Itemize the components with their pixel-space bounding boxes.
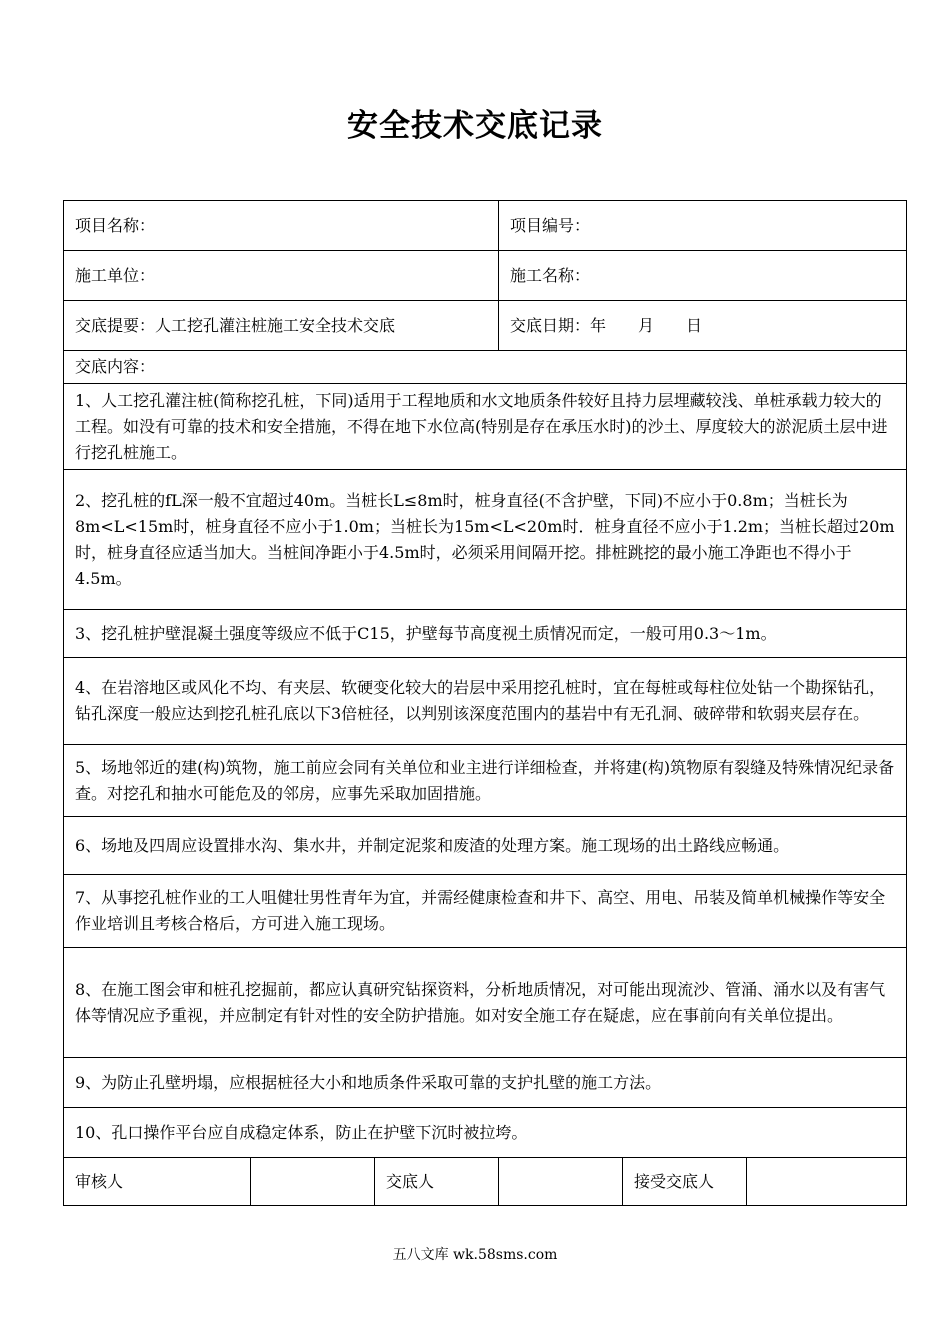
content-item-8: 8、在施工图会审和桩孔挖掘前，都应认真研究钻探资料，分析地质情况，对可能出现流沙、管涌、涌水以及有害气体等情况应予重视，并应制定有针对性的安全防护措施。如对安全施工存在疑虑，应在事前向有关单位提出。 (64, 948, 907, 1058)
reviewer-label: 审核人 (64, 1158, 251, 1206)
content-item-2: 2、挖孔桩的fL深一般不宜超过40m。当桩长L≤8m时，桩身直径(不含护壁，下同)不应小于0.8m；当桩长为8m<L<15m时，桩身直径不应小于1.0m；当桩长为15m<L<20m时．桩身直径不应小于1.2m；当桩长超过20m时，桩身直径应适当加大。当桩间净距小于4.5m时，必须采用间隔开挖。排桩跳挖的最小施工净距也不得小于4.5m。 (64, 470, 907, 610)
content-item-4: 4、在岩溶地区或风化不均、有夹层、软硬变化较大的岩层中采用挖孔桩时，宜在每桩或每柱位处钻一个勘探钻孔，钻孔深度一般应达到挖孔桩孔底以下3倍桩径，以判别该深度范围内的基岩中有无孔洞、破碎带和软弱夹层存在。 (64, 658, 907, 745)
signature-row (64, 1158, 907, 1206)
footer-source: 五八文库 wk.58sms.com (392, 1247, 558, 1263)
content-item-row (64, 745, 907, 817)
content-item-10: 10、孔口操作平台应自成稳定体系，防止在护壁下沉时被拉垮。 (64, 1108, 907, 1158)
content-item-1: 1、人工挖孔灌注桩(简称挖孔桩，下同)适用于工程地质和水文地质条件较好且持力层埋藏较浅、单桩承载力较大的工程。如没有可靠的技术和安全措施，不得在地下水位高(特别是存在承压水时)的沙土、厚度较大的淤泥质土层中进行挖孔桩施工。 (64, 384, 907, 470)
content-item-row (64, 470, 907, 610)
content-item-6: 6、场地及四周应设置排水沟、集水井，并制定泥浆和废渣的处理方案。施工现场的出土路线应畅通。 (64, 817, 907, 875)
header-row-2 (64, 251, 907, 301)
summary-cell: 交底提要：人工挖孔灌注桩施工安全技术交底 (64, 301, 499, 351)
content-item-row (64, 1108, 907, 1158)
content-item-row (64, 875, 907, 948)
content-item-5: 5、场地邻近的建(构)筑物，施工前应会同有关单位和业主进行详细检查，并将建(构)筑物原有裂缝及特殊情况纪录备查。对挖孔和抽水可能危及的邻房，应事先采取加固措施。 (64, 745, 907, 817)
content-item-row (64, 610, 907, 658)
content-item-7: 7、从事挖孔桩作业的工人咀健壮男性青年为宜，并需经健康检查和井下、高空、用电、吊装及简单机械操作等安全作业培训且考核合格后，方可进入施工现场。 (64, 875, 907, 948)
reviewer-signature-cell (251, 1158, 375, 1206)
safety-briefing-table (63, 200, 907, 1206)
content-item-3: 3、挖孔桩护壁混凝土强度等级应不低于C15，护壁每节高度视土质情况而定，一般可用0.3～1m。 (64, 610, 907, 658)
header-row-3 (64, 301, 907, 351)
construction-name-cell: 施工名称： (499, 251, 907, 301)
content-item-row (64, 1058, 907, 1108)
page-title: 安全技术交底记录 (347, 108, 603, 144)
presenter-label: 交底人 (375, 1158, 499, 1206)
header-row-1 (64, 201, 907, 251)
presenter-signature-cell (499, 1158, 623, 1206)
project-number-cell: 项目编号： (499, 201, 907, 251)
receiver-label: 接受交底人 (623, 1158, 747, 1206)
project-name-cell: 项目名称： (64, 201, 499, 251)
content-item-row (64, 658, 907, 745)
content-item-row (64, 948, 907, 1058)
content-item-row (64, 384, 907, 470)
content-item-9: 9、为防止孔壁坍塌，应根据桩径大小和地质条件采取可靠的支护扎壁的施工方法。 (64, 1058, 907, 1108)
date-cell: 交底日期：年 月 日 (499, 301, 907, 351)
content-item-row (64, 817, 907, 875)
content-label-row (64, 351, 907, 384)
content-label: 交底内容： (64, 351, 907, 384)
construction-unit-cell: 施工单位： (64, 251, 499, 301)
receiver-signature-cell (747, 1158, 907, 1206)
